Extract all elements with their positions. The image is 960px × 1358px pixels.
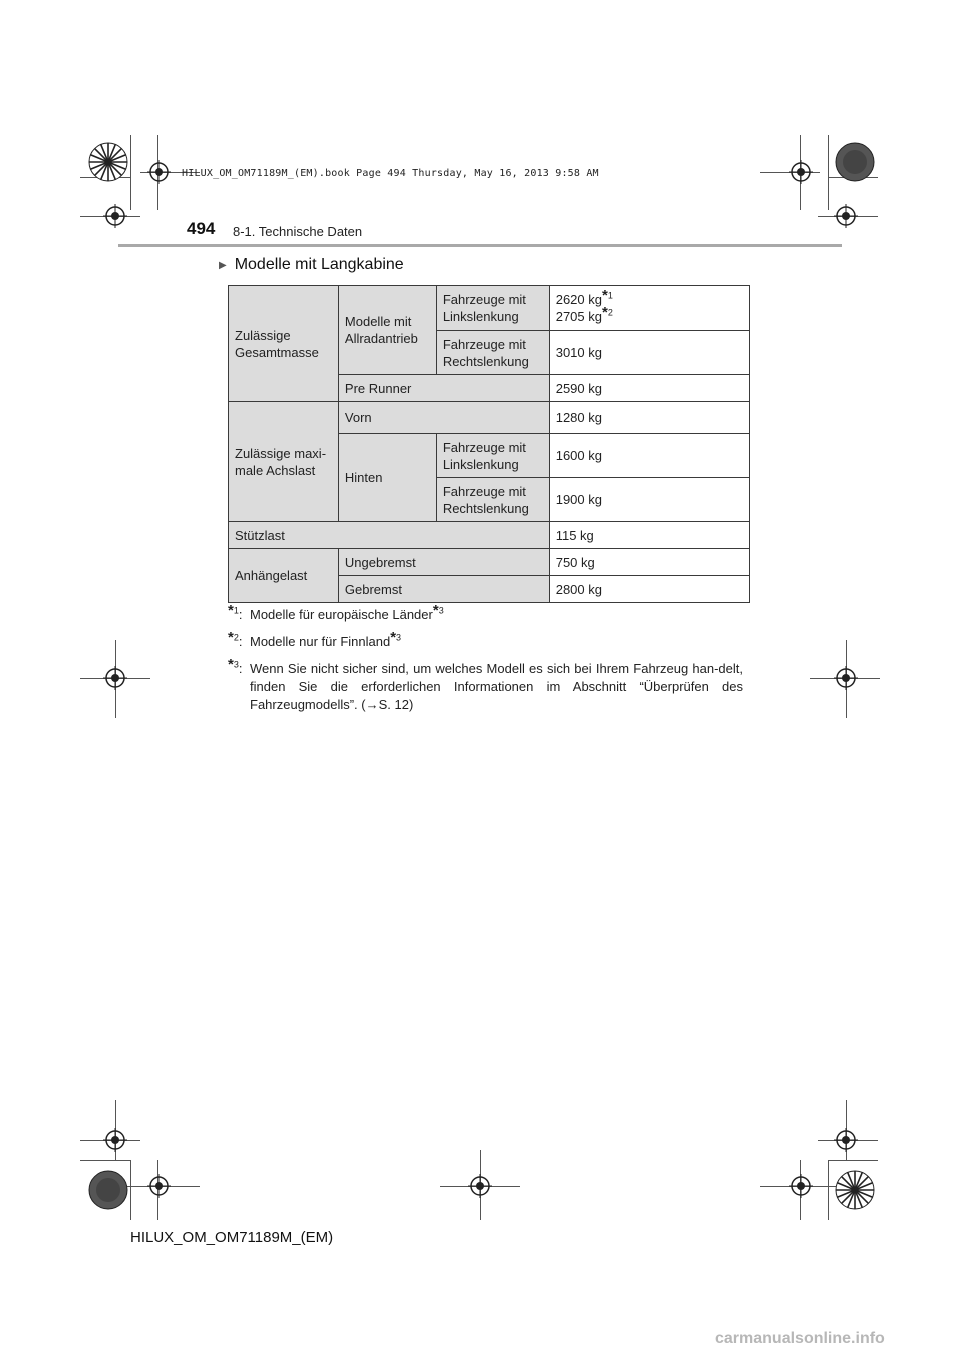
spec-table	[228, 285, 750, 603]
footnote-2: *$^2$: Modelle nur für Finnland*$^3$	[228, 629, 402, 649]
footnote-3: *$^3$: Wenn Sie nicht sicher sind, um welches Modell es sich bei Ihrem Fahrzeug han-delt, finden Sie die erforderlichen Informationen im Abschnitt “Überprüfen des Fahrzeugmodells”. (→S. 12)	[228, 656, 743, 712]
subtitle	[219, 256, 404, 274]
cell-value-2620-2705: 2620 kg*$^1$ 2705 kg*$^2$	[549, 286, 749, 331]
cell-value-115: 115 kg	[549, 522, 749, 549]
cell-vorn: Vorn	[338, 402, 549, 434]
cell-rechtslenkung: Fahrzeuge mit Rechtslenkung	[436, 331, 549, 375]
registration-target-icon	[834, 666, 858, 690]
cell-allradantrieb: Modelle mit Allradantrieb	[338, 286, 436, 375]
starburst-target-icon	[88, 142, 128, 182]
subtitle-text: Modelle mit Langkabine	[234, 256, 404, 273]
crop-line	[130, 1160, 131, 1220]
cell-gesamtmasse: Zulässige Gesamtmasse	[229, 286, 339, 402]
cell-value-2800: 2800 kg	[549, 576, 749, 603]
footnote-1: *$^1$: Modelle für europäische Länder*$^3$	[228, 602, 444, 622]
triangle-bullet-icon: ▶	[219, 260, 227, 271]
value-2705: 2705 kg	[555, 309, 602, 324]
crop-line	[130, 135, 131, 210]
watermark: carmanualsonline.info	[715, 1330, 885, 1347]
cell-ungebremst: Ungebremst	[338, 549, 549, 576]
registration-target-icon	[834, 204, 858, 228]
cell-value-750: 750 kg	[549, 549, 749, 576]
registration-target-icon	[147, 1174, 171, 1198]
crop-line	[80, 1160, 130, 1161]
cell-pre-runner: Pre Runner	[338, 375, 549, 402]
crop-line	[828, 135, 829, 210]
cell-value-1900: 1900 kg	[549, 478, 749, 522]
cell-value-3010: 3010 kg	[549, 331, 749, 375]
footnote-3-text: Wenn Sie nicht sicher sind, um welches Modell es sich bei Ihrem Fahrzeug han-delt, finden Sie die erforderlichen Informationen im Abschnitt “Überprüfen des Fahrzeugmodells”. (→S. 12)	[250, 661, 743, 712]
cell-value-1600: 1600 kg	[549, 434, 749, 478]
registration-target-icon	[103, 666, 127, 690]
footnote-1-text: Modelle für europäische Länder	[250, 607, 433, 622]
cell-value-1280: 1280 kg	[549, 402, 749, 434]
cell-hinten-linkslenkung: Fahrzeuge mit Linkslenkung	[436, 434, 549, 478]
gray-target-icon	[88, 1170, 128, 1210]
crop-line	[828, 1160, 829, 1220]
cell-gebremst: Gebremst	[338, 576, 549, 603]
registration-target-icon	[103, 1128, 127, 1152]
cell-achslast: Zulässige maxi-male Achslast	[229, 402, 339, 522]
starburst-target-icon	[835, 1170, 875, 1210]
header-rule	[118, 244, 842, 247]
registration-target-icon	[834, 1128, 858, 1152]
cell-hinten-rechtslenkung: Fahrzeuge mit Rechtslenkung	[436, 478, 549, 522]
cell-value-2590: 2590 kg	[549, 375, 749, 402]
value-2620: 2620 kg	[555, 292, 602, 307]
registration-target-icon	[147, 160, 171, 184]
cell-hinten: Hinten	[338, 434, 436, 522]
cell-linkslenkung: Fahrzeuge mit Linkslenkung	[436, 286, 549, 331]
cell-anhaengelast: Anhängelast	[229, 549, 339, 603]
crop-line	[828, 1160, 878, 1161]
cell-stuetzlast: Stützlast	[229, 522, 550, 549]
page-number: 494	[187, 219, 216, 238]
registration-target-icon	[789, 1174, 813, 1198]
gray-target-icon	[835, 142, 875, 182]
registration-target-icon	[103, 204, 127, 228]
section-title: 8-1. Technische Daten	[233, 224, 363, 239]
book-info: HILUX_OM_OM71189M_(EM).book Page 494 Thursday, May 16, 2013 9:58 AM	[182, 168, 599, 179]
registration-target-icon	[789, 160, 813, 184]
footer-code: HILUX_OM_OM71189M_(EM)	[130, 1229, 334, 1246]
registration-target-icon	[468, 1174, 492, 1198]
footnote-2-text: Modelle nur für Finnland	[250, 634, 391, 649]
